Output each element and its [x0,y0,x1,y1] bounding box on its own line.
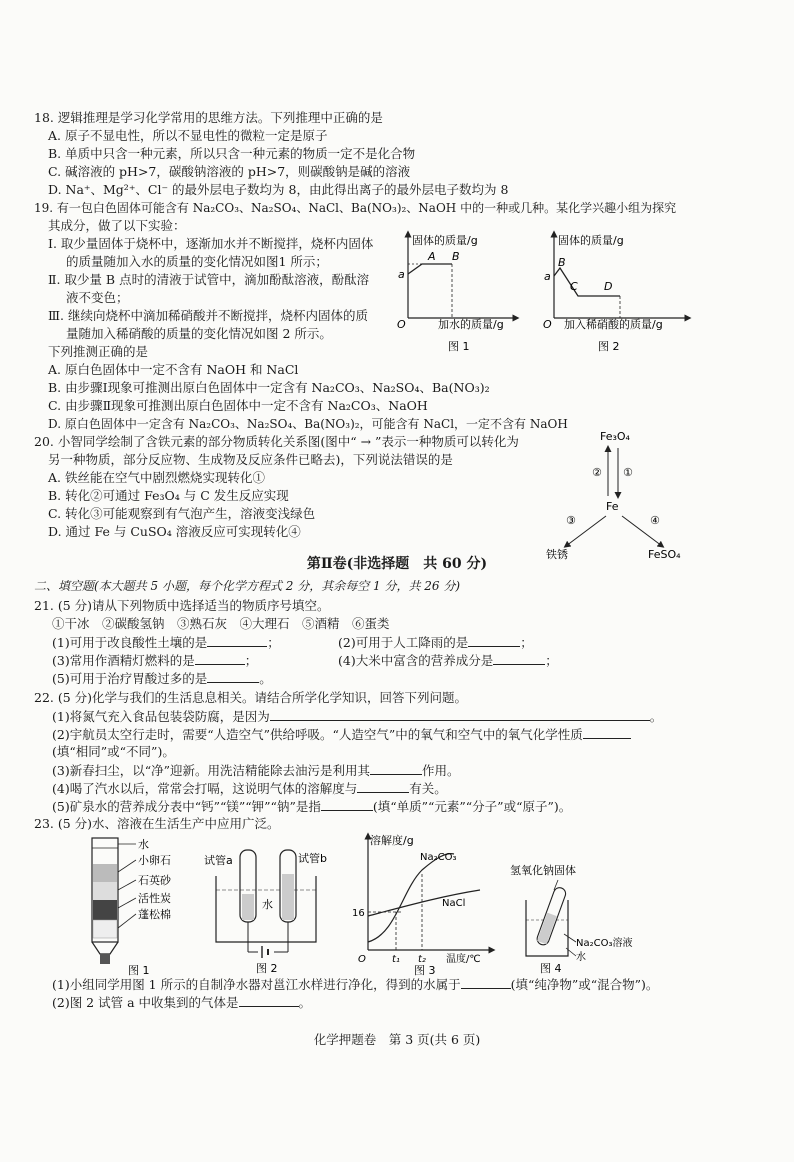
fig1-ylabel: 固体的质量/g [412,234,478,247]
q22-blank-5[interactable] [321,798,373,811]
q18-option-c: C. 碱溶液的 pH>7，碳酸钠溶液的 pH>7，则碳酸钠是碱的溶液 [48,164,411,179]
fig1-a: a [398,268,405,281]
q21-list: ①干冰 ②碳酸氢钠 ③熟石灰 ④大理石 ⑤酒精 ⑥蛋类 [52,616,390,631]
electrolysis-tube-a: 试管a [204,854,233,867]
beaker-solution-label: Na₂CO₃溶液 [576,938,633,949]
q20-option-c: C. 转化③可能观察到有气泡产生，溶液变浅绿色 [48,506,316,521]
fig23-1-caption: 图 1 [128,964,150,976]
page-footer: 化学押题卷 第 3 页(共 6 页) [313,1032,481,1047]
diagram-rust: 铁锈 [546,548,568,561]
q23-stem: 23. (5 分)水、溶液在生活生产中应用广泛。 [34,816,280,831]
q23-figure-2-electrolysis [202,846,332,976]
q23-blank-2[interactable] [239,994,299,1007]
diagram-n1: ① [623,466,633,479]
q19-step1-2: 的质量随加入水的质量的变化情况如图1 所示； [66,254,328,269]
solubility-ylabel: 溶解度/g [370,834,414,847]
q22-blank-1[interactable] [270,708,650,721]
fig2-origin: O [543,318,552,331]
fig2-C: C [570,280,578,293]
q18-stem: 18. 逻辑推理是学习化学常用的思维方法。下列推理中正确的是 [34,110,383,125]
q22-p5: (5)矿泉水的营养成分表中“钙”“镁”“钾”“钠”是指 (填“单质”“元素”“分子”或“原子”)。 [52,799,572,814]
diagram-feso4: FeSO₄ [648,548,681,561]
q19-stem-2: 其成分，做了以下实验： [48,218,186,233]
q23-figure-4-beaker [506,860,636,976]
q19-option-b: B. 由步骤Ⅰ现象可推测出原白色固体中一定含有 Na₂CO₃、Na₂SO₄、Ba(NO₃)₂ [48,380,490,395]
solubility-series-na2co3: Na₂CO₃ [420,852,457,863]
q19-option-d: D. 原白色固体中一定含有 Na₂CO₃、Na₂SO₄、Ba(NO₃)₂，可能含有 NaCl，一定不含有 NaOH [48,417,568,431]
solubility-t1: t₁ [392,954,400,965]
fig23-2-caption: 图 2 [256,962,278,975]
solubility-origin: O [358,954,366,965]
q21-p5: (5)可用于治疗胃酸过多的是 。 [52,671,272,686]
diagram-n3: ③ [566,514,576,527]
q22-blank-3[interactable] [370,762,422,775]
beaker-water-label: 水 [576,952,586,963]
q21-stem: 21. (5 分)请从下列物质中选择适当的物质序号填空。 [34,598,330,613]
q21-blank-1[interactable] [207,634,267,647]
diagram-n2: ② [592,466,602,479]
fig23-3-caption: 图 3 [414,964,436,976]
q22-p4: (4)喝了汽水以后，常常会打嗝，这说明气体的溶解度与 有关。 [52,781,447,796]
fig2-a: a [544,270,551,283]
diagram-fe: Fe [606,500,619,513]
fig1-A: A [428,250,436,263]
purifier-label-sand: 石英砂 [138,874,171,887]
q22-p1: (1)将氮气充入食品包装袋防腐，是因为 。 [52,709,663,724]
q22-p3: (3)新春扫尘，以“净”迎新。用洗洁精能除去油污是利用其 作用。 [52,763,460,778]
solubility-series-nacl: NaCl [442,898,466,909]
q20-option-a: A. 铁丝能在空气中剧烈燃烧实现转化① [48,470,265,485]
q23-p1: (1)小组同学用图 1 所示的自制净水器对邕江水样进行净化，得到的水属于 (填“纯净物”或“混合物”)。 [52,977,659,992]
q21-blank-5[interactable] [207,670,259,683]
q21-blank-3[interactable] [195,652,245,665]
fig2-ylabel: 固体的质量/g [558,234,624,247]
beaker-solid-label: 氢氧化钠固体 [510,864,576,877]
q20-iron-diagram [540,424,690,562]
q18-option-a: A. 原子不显电性，所以不显电性的微粒一定是原子 [48,128,328,143]
q22-p2b: (填“相同”或“不同”)。 [52,744,175,759]
q18-option-d: D. Na⁺、Mg²⁺、Cl⁻ 的最外层电子数均为 8，由此得出离子的最外层电子数均为 8 [48,182,509,197]
purifier-label-carbon: 活性炭 [138,892,171,905]
purifier-label-cotton: 蓬松棉 [138,908,171,921]
q21-blank-4[interactable] [493,652,545,665]
section-2-title: 第Ⅱ卷(非选择题 共 60 分) [306,556,488,572]
q22-blank-4[interactable] [357,780,409,793]
q19-option-c: C. 由步骤Ⅱ现象可推测出原白色固体中一定不含有 Na₂CO₃、NaOH [48,398,428,413]
q20-stem-1: 20. 小智同学绘制了含铁元素的部分物质转化关系图(图中“ → ”表示一种物质可以转化为 [34,434,519,449]
q20-option-d: D. 通过 Fe 与 CuSO₄ 溶液反应可实现转化④ [48,524,301,539]
q21-p2: (2)可用于人工降雨的是 ； [338,635,533,650]
q21-p3: (3)常用作酒精灯燃料的是 ； [52,653,258,668]
purifier-label-water: 水 [138,838,149,851]
fig1-origin: O [397,318,406,331]
fig2-xlabel: 加入稀硝酸的质量/g [564,318,663,331]
fig2-B: B [558,256,566,269]
q21-p4: (4)大米中富含的营养成分是 ； [338,653,558,668]
q19-figure-2 [538,228,694,356]
q22-blank-2[interactable] [583,726,631,739]
diagram-n4: ④ [650,514,660,527]
q19-figure-1 [392,228,522,356]
q23-figure-1-purifier [70,834,200,976]
q22-stem: 22. (5 分)化学与我们的生活息息相关。请结合所学化学知识，回答下列问题。 [34,690,468,705]
q19-ask: 下列推测正确的是 [48,344,149,359]
q18-option-b: B. 单质中只含一种元素，所以只含一种元素的物质一定不是化合物 [48,146,416,161]
solubility-y16: 16 [352,908,365,919]
fig2-caption: 图 2 [598,340,620,353]
q21-p1: (1)可用于改良酸性土壤的是 ； [52,635,280,650]
q23-p2: (2)图 2 试管 a 中收集到的气体是 。 [52,995,312,1010]
electrolysis-tube-b: 试管b [298,852,327,865]
q20-option-b: B. 转化②可通过 Fe₃O₄ 与 C 发生反应实现 [48,488,289,503]
q21-blank-2[interactable] [468,634,520,647]
electrolysis-water: 水 [262,898,273,911]
fig1-xlabel: 加水的质量/g [438,318,504,331]
q23-figure-3-solubility [346,830,496,976]
q19-step2-2: 液不变色； [66,290,129,305]
q19-step1-1: Ⅰ. 取少量固体于烧杯中，逐渐加水并不断搅拌，烧杯内固体 [48,236,374,251]
q23-blank-1[interactable] [461,976,511,989]
q19-step3-2: 量随加入稀硝酸的质量的变化情况如图 2 所示。 [66,326,332,341]
fill-header: 二、填空题(本大题共 5 小题，每个化学方程式 2 分，其余每空 1 分，共 26 分) [34,579,461,593]
q22-p2: (2)宇航员太空行走时，需要“人造空气”供给呼吸。“人造空气”中的氧气和空气中的氧气化学性质 [52,726,631,743]
q19-step2-1: Ⅱ. 取少量 B 点时的清液于试管中，滴加酚酞溶液，酚酞溶 [48,272,370,287]
fig23-4-caption: 图 4 [540,962,562,975]
fig1-B: B [452,250,460,263]
diagram-fe3o4: Fe₃O₄ [600,430,630,443]
q19-stem-1: 19. 有一包白色固体可能含有 Na₂CO₃、Na₂SO₄、NaCl、Ba(NO₃)₂、NaOH 中的一种或几种。某化学兴趣小组为探究 [34,201,677,215]
q20-stem-2: 另一种物质，部分反应物、生成物及反应条件已略去)，下列说法错误的是 [48,452,453,467]
fig2-D: D [604,280,613,293]
purifier-label-pebble: 小卵石 [138,854,171,867]
fig1-caption: 图 1 [448,340,470,353]
q19-option-a: A. 原白色固体中一定不含有 NaOH 和 NaCl [48,362,299,377]
solubility-xlabel: 温度/℃ [446,954,481,965]
q19-step3-1: Ⅲ. 继续向烧杯中滴加稀硝酸并不断搅拌，烧杯内固体的质 [48,308,369,323]
solubility-t2: t₂ [418,954,426,965]
